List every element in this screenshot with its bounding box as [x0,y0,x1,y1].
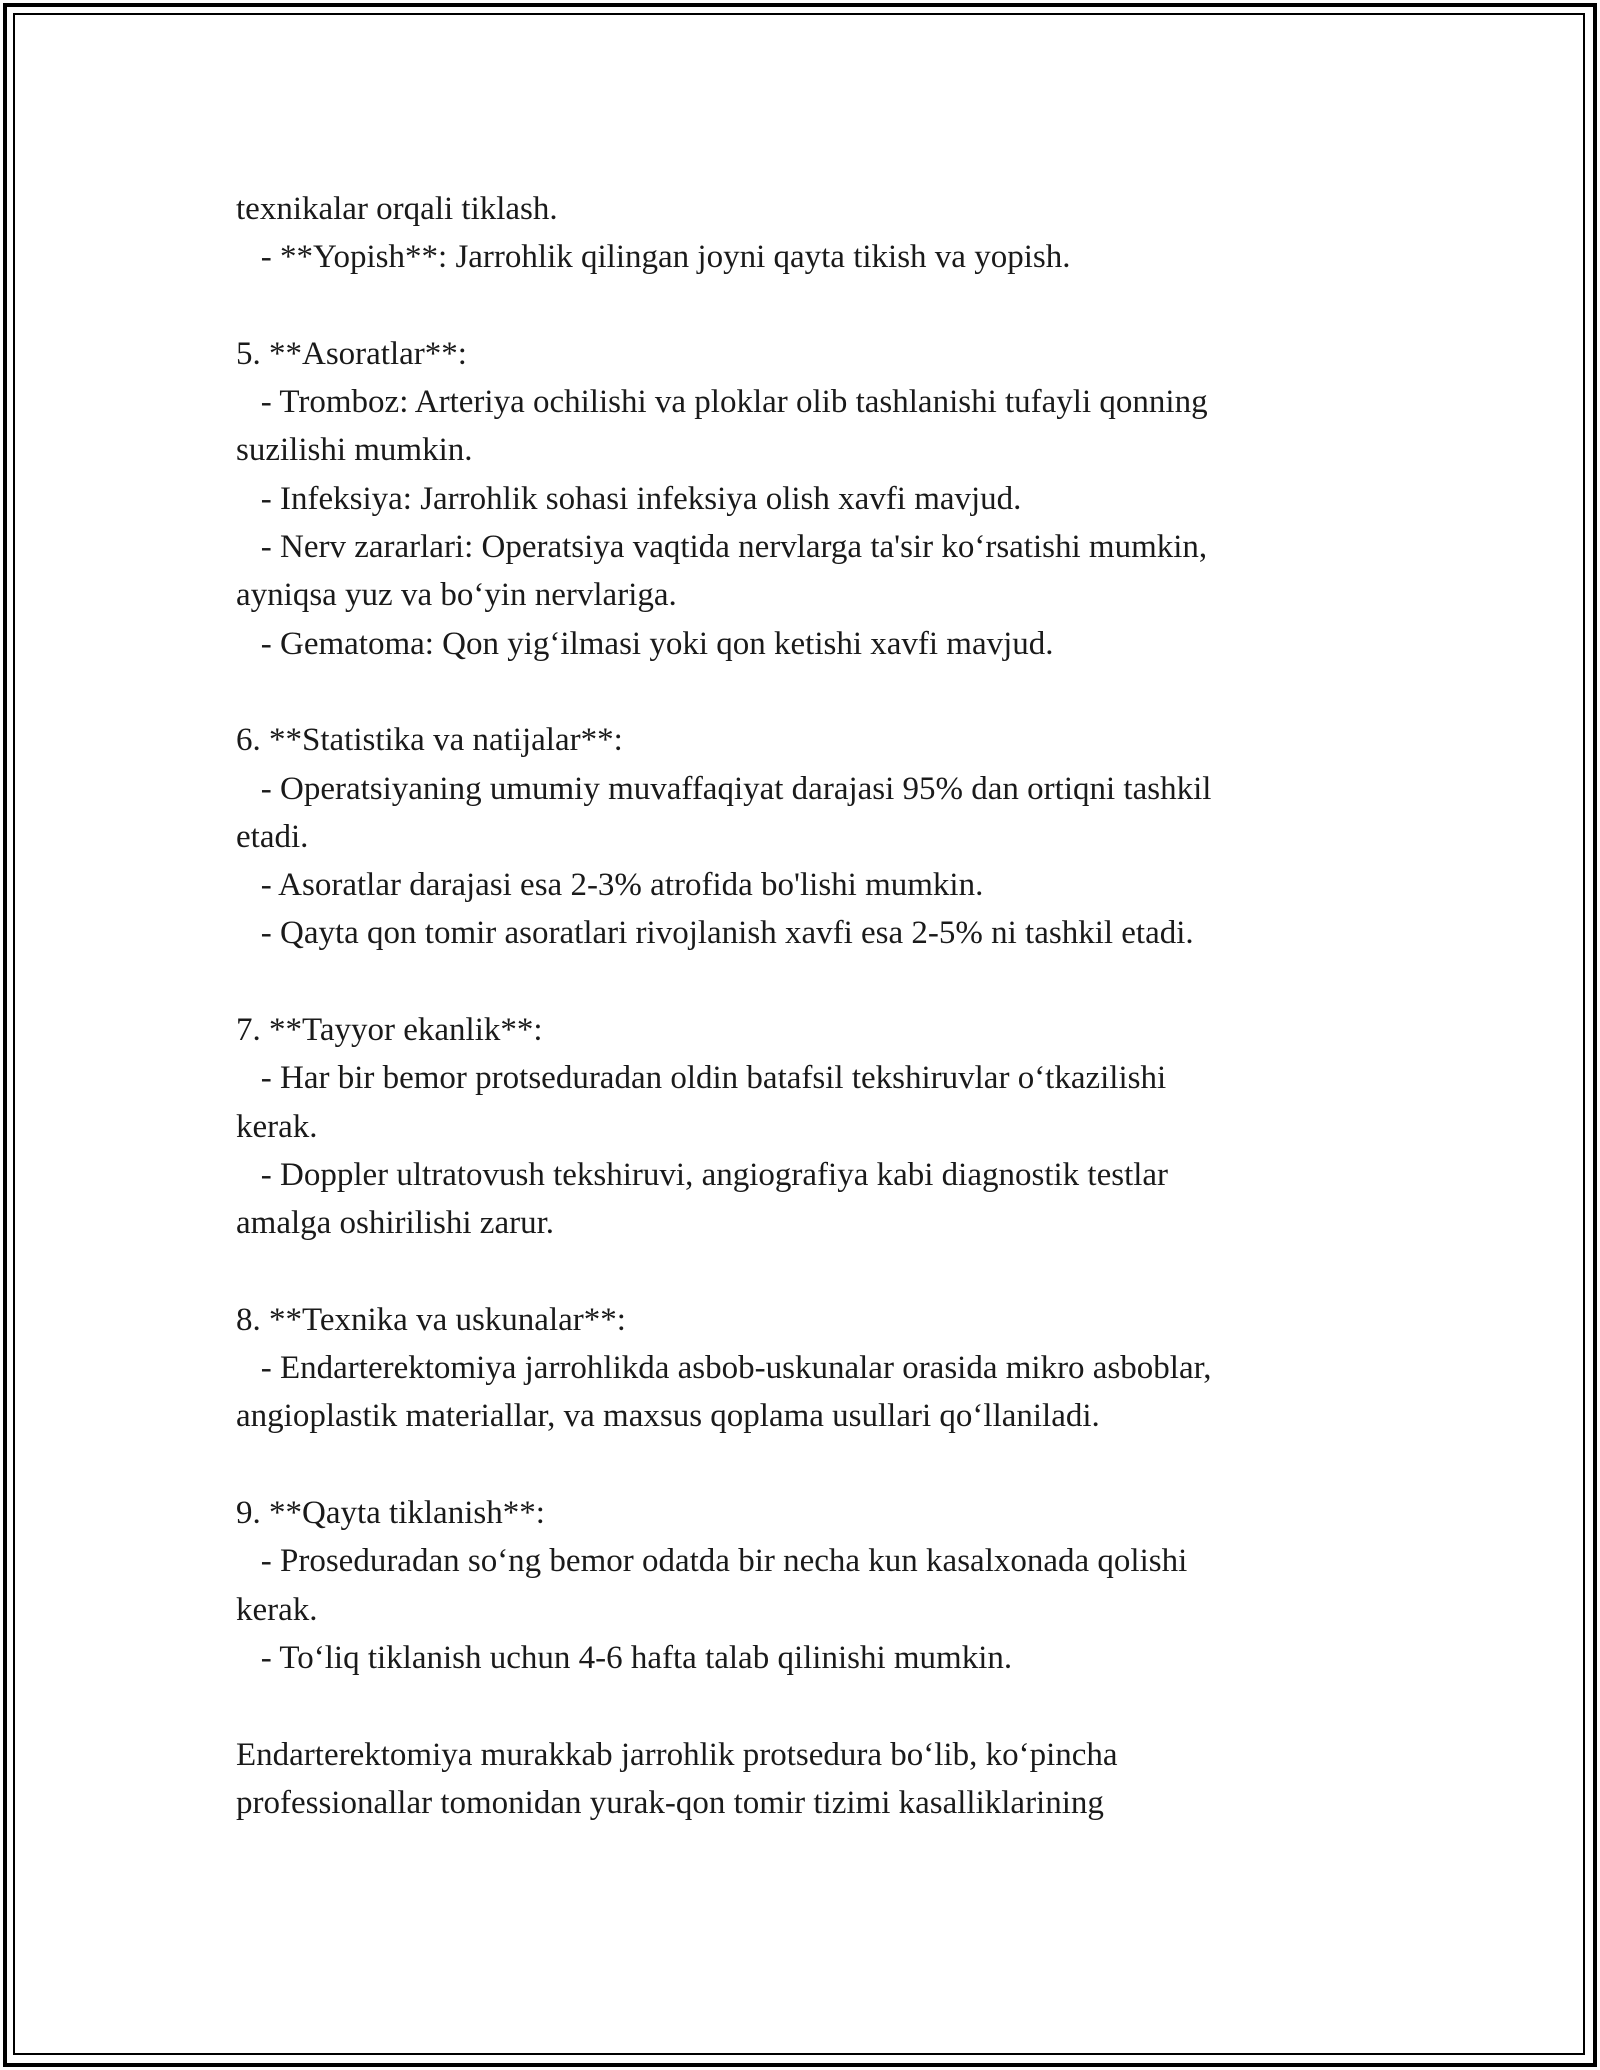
section-heading: 6. **Statistika va natijalar**: [236,722,623,759]
text-line: - To‘liq tiklanish uchun 4-6 hafta talab qilinishi mumkin. [236,1639,1013,1676]
text-line: - Tromboz: Arteriya ochilishi va ploklar olib tashlanishi tufayli qonning [236,384,1208,421]
text-line: Endarterektomiya murakkab jarrohlik protsedura bo‘lib, ko‘pincha [236,1736,1118,1773]
text-line: - Infeksiya: Jarrohlik sohasi infeksiya olish xavfi mavjud. [236,480,1022,517]
section-heading: 7. **Tayyor ekanlik**: [236,1012,543,1049]
text-line: - Nerv zararlari: Operatsiya vaqtida nervlarga ta'sir ko‘rsatishi mumkin, [236,529,1208,566]
text-line: professionallar tomonidan yurak-qon tomir tizimi kasalliklarining [236,1784,1104,1821]
text-line: - Doppler ultratovush tekshiruvi, angiografiya kabi diagnostik testlar [236,1156,1169,1193]
text-line: - Operatsiyaning umumiy muvaffaqiyat darajasi 95% dan ortiqni tashkil [236,770,1212,807]
text-line: - Proseduradan so‘ng bemor odatda bir necha kun kasalxonada qolishi [236,1543,1188,1580]
blank-line [236,282,1356,330]
text-line: kerak. [236,1591,318,1628]
text-line: - Har bir bemor protseduradan oldin batafsil tekshiruvlar o‘tkazilishi [236,1060,1167,1097]
text-line: texnikalar orqali tiklash. [236,191,558,227]
text-line: angioplastik materiallar, va maxsus qoplama usullari qo‘llaniladi. [236,1398,1100,1435]
text-line: kerak. [236,1108,318,1145]
document-body [236,185,1356,1827]
section-heading: 5. **Asoratlar**: [236,335,467,372]
section-heading: 8. **Texnika va uskunalar**: [236,1301,626,1338]
blank-line [236,1682,1356,1730]
text-line: suzilishi mumkin. [236,432,473,469]
blank-line [236,668,1356,716]
text-line: ayniqsa yuz va bo‘yin nervlariga. [236,577,677,614]
text-line: - Gematoma: Qon yig‘ilmasi yoki qon ketishi xavfi mavjud. [236,625,1054,662]
text-line: - **Yopish**: Jarrohlik qilingan joyni qayta tikish va yopish. [236,239,1071,276]
blank-line [236,958,1356,1006]
text-line: etadi. [236,818,309,855]
text-line: - Asoratlar darajasi esa 2-3% atrofida bo'lishi mumkin. [236,867,984,904]
blank-line [236,1441,1356,1489]
section-heading: 9. **Qayta tiklanish**: [236,1495,545,1532]
text-line: amalga oshirilishi zarur. [236,1205,554,1242]
text-line: - Qayta qon tomir asoratlari rivojlanish xavfi esa 2-5% ni tashkil etadi. [236,915,1194,952]
blank-line [236,1248,1356,1296]
text-line: - Endarterektomiya jarrohlikda asbob-uskunalar orasida mikro asboblar, [236,1350,1212,1387]
